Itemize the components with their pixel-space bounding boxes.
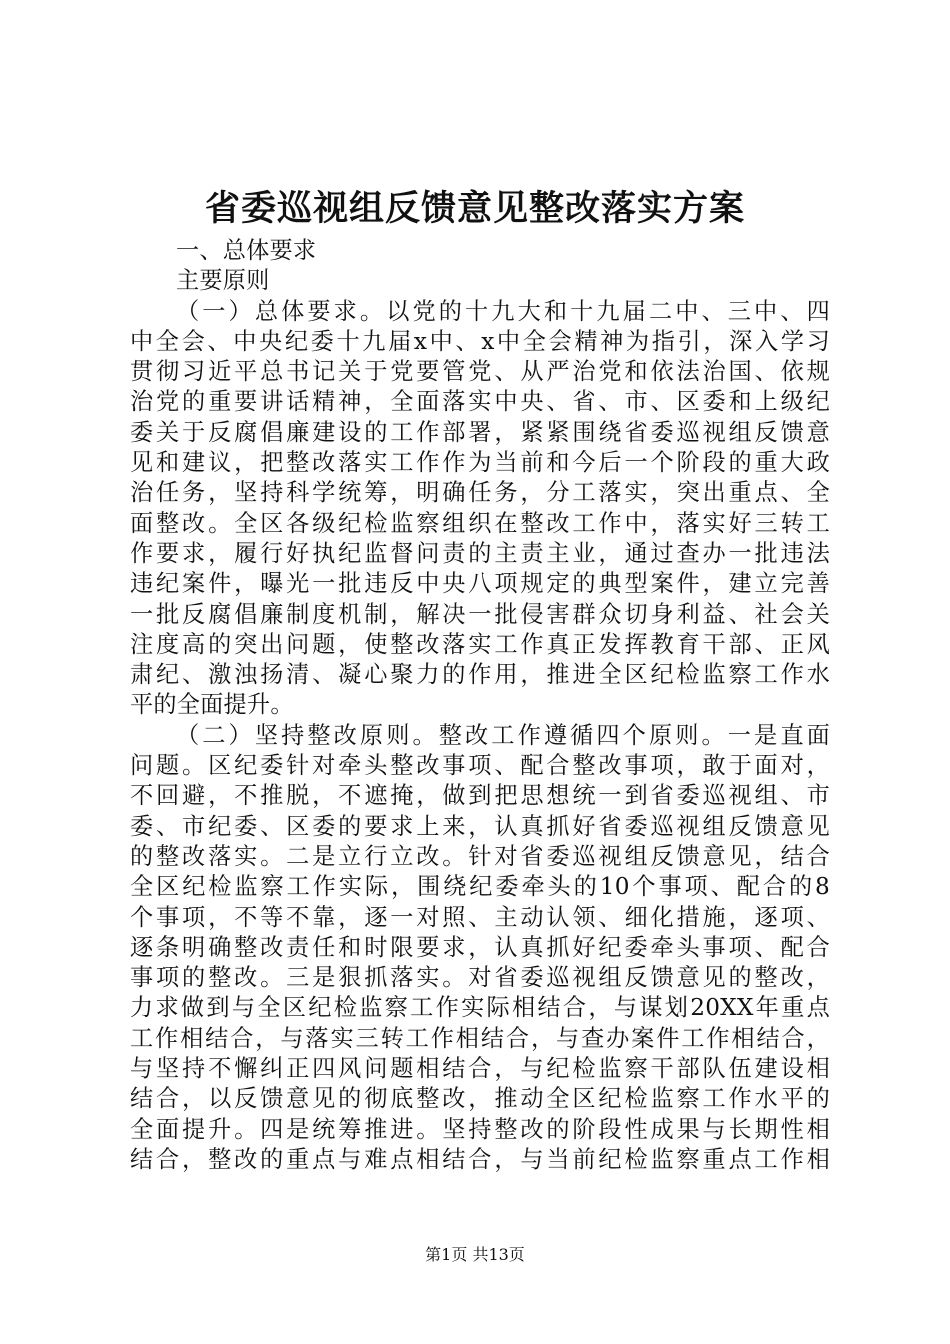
paragraph-overall-requirements [130,297,830,721]
paragraph-line: 个事项，不等不靠，逐一对照、主动认领、细化措施，逐项、 [130,903,830,931]
paragraph-line: 逐条明确整改责任和时限要求，认真抓好纪委牵头事项、配合 [130,933,830,961]
paragraph-line: （二）坚持整改原则。整改工作遵循四个原则。一是直面 [176,721,830,749]
paragraph-line: 治任务，坚持科学统筹，明确任务，分工落实，突出重点、全 [130,479,830,507]
paragraph-line: 问题。区纪委针对牵头整改事项、配合整改事项，敢于面对， [130,752,830,780]
paragraph-line: 力求做到与全区纪检监察工作实际相结合，与谋划20XX年重点 [130,994,830,1022]
paragraph-line: 全区纪检监察工作实际，围绕纪委牵头的10个事项、配合的8 [130,873,830,901]
subsection-heading: 主要原则 [176,267,270,295]
paragraph-line: 结合，以反馈意见的彻底整改，推动全区纪检监察工作水平的 [130,1085,830,1113]
paragraph-line: 结合，整改的重点与难点相结合，与当前纪检监察重点工作相 [130,1145,830,1173]
paragraph-line: 委、市纪委、区委的要求上来，认真抓好省委巡视组反馈意见 [130,812,830,840]
paragraph-line: 肃纪、激浊扬清、凝心聚力的作用，推进全区纪检监察工作水 [130,661,830,689]
paragraph-line: （一）总体要求。以党的十九大和十九届二中、三中、四 [176,297,830,325]
paragraph-line: 的整改落实。二是立行立改。针对省委巡视组反馈意见，结合 [130,842,830,870]
paragraph-line: 与坚持不懈纠正四风问题相结合，与纪检监察干部队伍建设相 [130,1055,830,1083]
paragraph-line: 治党的重要讲话精神，全面落实中央、省、市、区委和上级纪 [130,388,830,416]
paragraph-line: 违纪案件，曝光一批违反中央八项规定的典型案件，建立完善 [130,570,830,598]
paragraph-line: 委关于反腐倡廉建设的工作部署，紧紧围绕省委巡视组反馈意 [130,418,830,446]
document-body [130,236,830,1175]
paragraph-line: 不回避，不推脱，不遮掩，做到把思想统一到省委巡视组、市 [130,782,830,810]
paragraph-line: 工作相结合，与落实三转工作相结合，与查办案件工作相结合， [130,1024,830,1052]
paragraph-line: 见和建议，把整改落实工作作为当前和今后一个阶段的重大政 [130,449,830,477]
paragraph-line: 中全会、中央纪委十九届x中、x中全会精神为指引，深入学习 [130,327,830,355]
paragraph-line: 注度高的突出问题，使整改落实工作真正发挥教育干部、正风 [130,630,830,658]
paragraph-line: 全面提升。四是统筹推进。坚持整改的阶段性成果与长期性相 [130,1115,830,1143]
paragraph-line: 作要求，履行好执纪监督问责的主责主业，通过查办一批违法 [130,539,830,567]
document-title: 省委巡视组反馈意见整改落实方案 [204,188,745,229]
paragraph-line: 事项的整改。三是狠抓落实。对省委巡视组反馈意见的整改， [130,964,830,992]
paragraph-line: 平的全面提升。 [130,691,294,719]
page-number-footer: 第1页 共13页 [425,1245,525,1264]
section-heading: 一、总体要求 [176,237,317,264]
paragraph-line: 贯彻习近平总书记关于党要管党、从严治党和依法治国、依规 [130,358,830,386]
paragraph-line: 面整改。全区各级纪检监察组织在整改工作中，落实好三转工 [130,509,830,537]
paragraph-rectification-principles [130,721,830,1175]
paragraph-line: 一批反腐倡廉制度机制，解决一批侵害群众切身利益、社会关 [130,600,830,628]
